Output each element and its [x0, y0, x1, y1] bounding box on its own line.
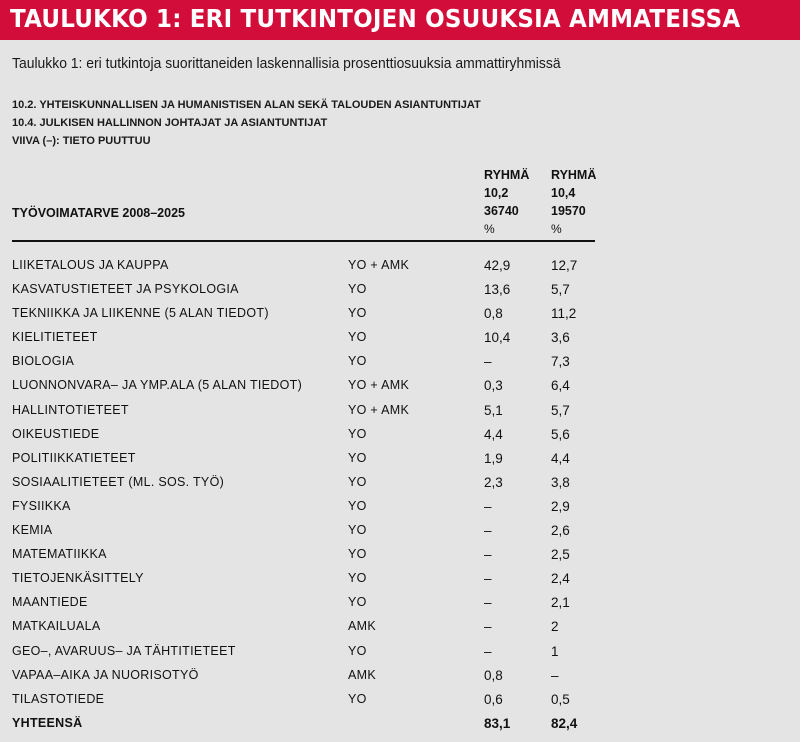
row-value-group-10-2: 5,1 [484, 402, 503, 418]
row-education: YO [348, 595, 367, 610]
row-value-group-10-2: 0,6 [484, 691, 503, 707]
row-value-group-10-4: 5,7 [551, 282, 570, 298]
row-education: YO [348, 498, 367, 513]
row-value-group-10-4: 2,4 [551, 571, 570, 587]
row-name: MATKAILUALA [12, 619, 101, 634]
row-name: LUONNONVARA– JA YMP.ALA (5 ALAN TIEDOT) [12, 378, 303, 393]
row-education: YO [348, 450, 367, 465]
table-row [0, 592, 800, 616]
note-group-10-2: 10.2. YHTEISKUNNALLISEN JA HUMANISTISEN ALAN SEKÄ TALOUDEN ASIANTUNTIJAT [12, 99, 481, 111]
row-name: VAPAA–AIKA JA NUORISOTYÖ [12, 667, 199, 682]
row-value-group-10-2: – [484, 619, 492, 635]
row-value-group-10-4: 82,4 [551, 715, 578, 731]
table-row [0, 472, 800, 496]
row-value-group-10-2: 83,1 [484, 715, 511, 731]
row-value-group-10-4: 7,3 [551, 354, 570, 370]
row-education: YO [348, 354, 367, 369]
table-row [0, 641, 800, 665]
row-value-group-10-4: 6,4 [551, 378, 570, 394]
column-header-group: 10,4 [551, 186, 576, 200]
row-value-group-10-2: 0,8 [484, 667, 503, 683]
row-value-group-10-4: 2,1 [551, 595, 570, 611]
row-education: AMK [348, 667, 376, 682]
row-name: HALLINTOTIETEET [12, 402, 129, 417]
table-row [0, 665, 800, 689]
table-row [0, 424, 800, 448]
row-education: YO [348, 643, 367, 658]
row-value-group-10-2: 0,8 [484, 306, 503, 322]
table-row [0, 616, 800, 640]
row-education: YO [348, 330, 367, 345]
row-name: POLITIIKKATIETEET [12, 450, 136, 465]
row-value-group-10-2: – [484, 523, 492, 539]
page-title: TAULUKKO 1: ERI TUTKINTOJEN OSUUKSIA AMMATEISSA [10, 4, 741, 33]
notes [12, 96, 481, 150]
row-value-group-10-2: 13,6 [484, 282, 511, 298]
title-bar [0, 0, 800, 40]
row-value-group-10-4: 2,5 [551, 547, 570, 563]
row-education: YO + AMK [348, 378, 410, 393]
row-value-group-10-4: 0,5 [551, 691, 570, 707]
row-education: YO [348, 523, 367, 538]
table-row [0, 351, 800, 375]
table-row [0, 400, 800, 424]
header-divider [12, 240, 595, 242]
row-value-group-10-4: 2,6 [551, 523, 570, 539]
row-name: SOSIAALITIETEET (ML. SOS. TYÖ) [12, 474, 225, 489]
table-row [0, 448, 800, 472]
row-name: LIIKETALOUS JA KAUPPA [12, 258, 169, 272]
table-row [0, 689, 800, 713]
row-name: KEMIA [12, 523, 53, 538]
row-education: YO [348, 426, 367, 441]
row-value-group-10-4: 5,6 [551, 426, 570, 442]
row-value-group-10-4: 3,6 [551, 330, 570, 346]
row-value-group-10-2: 42,9 [484, 258, 511, 273]
row-name: BIOLOGIA [12, 354, 75, 369]
table-row [0, 520, 800, 544]
column-header-unit: % [484, 222, 495, 236]
row-value-group-10-4: 1 [551, 643, 559, 659]
row-value-group-10-2: – [484, 354, 492, 370]
row-name: TEKNIIKKA JA LIIKENNE (5 ALAN TIEDOT) [12, 306, 269, 321]
row-name: GEO–, AVARUUS– JA TÄHTITIETEET [12, 643, 236, 658]
row-name: FYSIIKKA [12, 498, 71, 513]
row-value-group-10-2: – [484, 643, 492, 659]
table-row [0, 327, 800, 351]
row-header-label: TYÖVOIMATARVE 2008–2025 [12, 206, 185, 220]
table-row [0, 375, 800, 399]
column-header-group: 10,2 [484, 186, 509, 200]
row-education: YO [348, 306, 367, 321]
row-name: KASVATUSTIETEET JA PSYKOLOGIA [12, 282, 239, 297]
row-value-group-10-4: – [551, 667, 559, 683]
row-value-group-10-2: 1,9 [484, 450, 503, 466]
row-name: TILASTOTIEDE [12, 691, 105, 706]
table-body [0, 255, 800, 737]
column-header-count: 19570 [551, 204, 586, 218]
row-education: YO [348, 571, 367, 586]
column-header-group-10-4 [551, 166, 596, 238]
row-value-group-10-2: – [484, 571, 492, 587]
row-education: YO [348, 691, 367, 706]
row-education: AMK [348, 619, 376, 634]
row-value-group-10-2: 0,3 [484, 378, 503, 394]
row-value-group-10-2: – [484, 498, 492, 514]
row-value-group-10-4: 4,4 [551, 450, 570, 466]
row-value-group-10-2: 4,4 [484, 426, 503, 442]
table-row [0, 496, 800, 520]
row-name: TIETOJENKÄSITTELY [12, 571, 144, 586]
row-education: YO + AMK [348, 402, 410, 417]
column-header-count: 36740 [484, 204, 519, 218]
row-value-group-10-4: 12,7 [551, 258, 578, 273]
column-header-label: RYHMÄ [551, 168, 597, 182]
row-education: YO [348, 474, 367, 489]
table-caption: Taulukko 1: eri tutkintoja suorittaneiden laskennallisia prosenttiosuuksia ammattiryhmissä [12, 56, 561, 72]
row-value-group-10-4: 2,9 [551, 498, 570, 514]
row-value-group-10-2: – [484, 595, 492, 611]
column-header-label: RYHMÄ [484, 168, 530, 182]
table-row [0, 303, 800, 327]
column-header-group-10-2 [484, 166, 529, 238]
row-value-group-10-2: 2,3 [484, 474, 503, 490]
table-row [0, 255, 800, 279]
row-value-group-10-4: 11,2 [551, 306, 577, 322]
note-dash-legend: VIIVA (–): TIETO PUUTTUU [12, 135, 151, 147]
row-education: YO [348, 547, 367, 562]
table-row-total [0, 713, 800, 737]
row-value-group-10-4: 3,8 [551, 474, 570, 490]
row-name: OIKEUSTIEDE [12, 426, 100, 441]
row-name: KIELITIETEET [12, 330, 98, 345]
column-header-unit: % [551, 222, 562, 236]
row-value-group-10-2: – [484, 547, 492, 563]
row-value-group-10-4: 5,7 [551, 402, 570, 418]
note-group-10-4: 10.4. JULKISEN HALLINNON JOHTAJAT JA ASIANTUNTIJAT [12, 117, 328, 129]
row-name: YHTEENSÄ [12, 715, 83, 730]
row-value-group-10-2: 10,4 [484, 330, 511, 346]
row-education: YO + AMK [348, 258, 410, 272]
table-row [0, 568, 800, 592]
table-row [0, 279, 800, 303]
row-education: YO [348, 282, 367, 297]
row-name: MATEMATIIKKA [12, 547, 107, 562]
row-name: MAANTIEDE [12, 595, 88, 610]
row-value-group-10-4: 2 [551, 619, 559, 635]
table-row [0, 544, 800, 568]
